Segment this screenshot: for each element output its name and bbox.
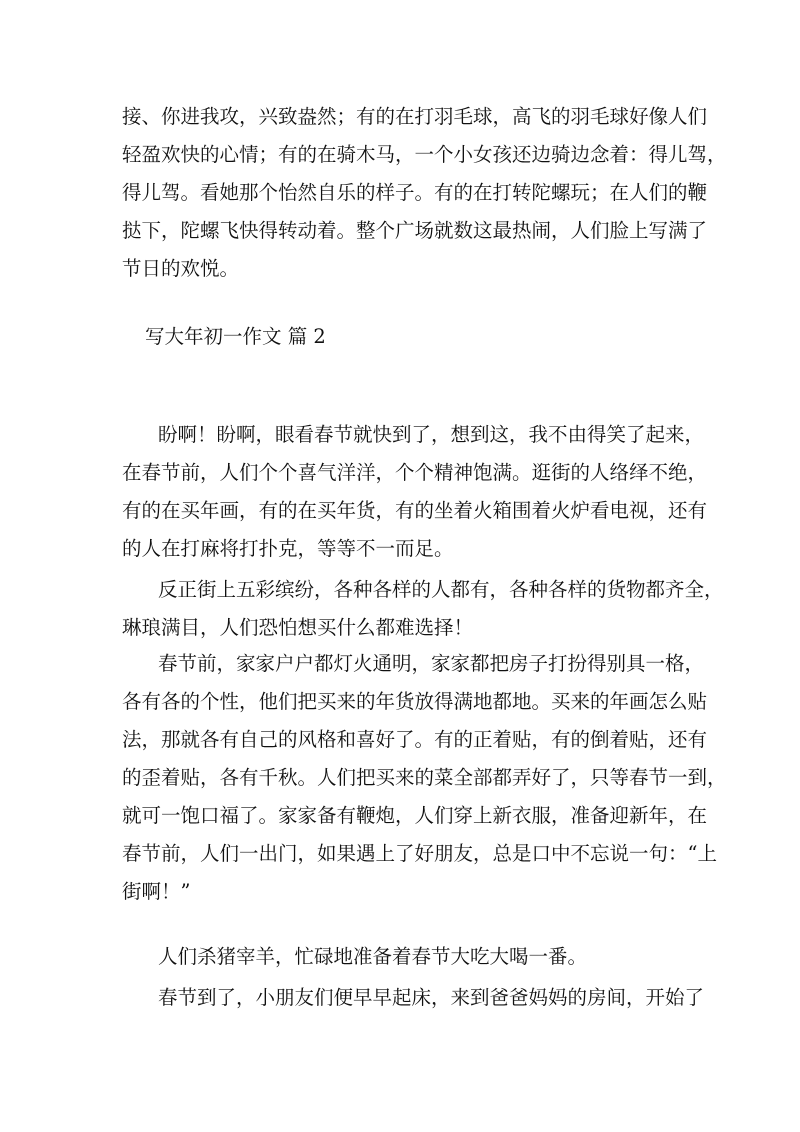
paragraph-2	[122, 571, 724, 647]
text-line: 反正街上五彩缤纷，各种各样的人都有，各种各样的货物都齐全，	[158, 578, 724, 601]
text-line: 就可一饱口福了。家家备有鞭炮，人们穿上新衣服，准备迎新年，在	[122, 804, 708, 827]
text-line: 轻盈欢快的心情；有的在骑木马，一个小女孩还边骑边念着：得儿驾，	[122, 143, 727, 166]
paragraph-3	[122, 645, 727, 911]
text-line: 的歪着贴，各有千秋。人们把买来的菜全部都弄好了，只等春节一到，	[122, 766, 727, 789]
text-line: 琳琅满目，人们恐怕想买什么都难选择！	[122, 616, 474, 639]
section-heading-text: 写大年初一作文 篇 2	[145, 325, 326, 348]
text-line: 接、你进我攻，兴致盎然；有的在打羽毛球，高飞的羽毛球好像人们	[122, 105, 708, 128]
text-line: 春节到了，小朋友们便早早起床，来到爸爸妈妈的房间，开始了	[158, 986, 705, 1009]
text-line: 人们杀猪宰羊，忙碌地准备着春节大吃大喝一番。	[158, 945, 588, 968]
paragraph-4	[122, 938, 688, 976]
section-heading	[145, 318, 711, 356]
text-line: 春节前，人们一出门，如果遇上了好朋友，总是口中不忘说一句：“上	[122, 842, 717, 865]
paragraph-1	[122, 416, 708, 568]
text-line: 得儿驾。看她那个怡然自乐的样子。有的在打转陀螺玩；在人们的鞭	[122, 181, 708, 204]
text-line: 街啊！”	[122, 880, 191, 903]
text-line: 各有各的个性，他们把买来的年货放得满地都地。买来的年画怎么贴	[122, 690, 708, 713]
text-line: 节日的欢悦。	[122, 257, 240, 280]
text-line: 春节前，家家户户都灯火通明，家家都把房子打扮得别具一格，	[158, 652, 705, 675]
text-line: 法，那就各有自己的风格和喜好了。有的正着贴，有的倒着贴，还有	[122, 728, 708, 751]
text-line: 在春节前，人们个个喜气洋洋，个个精神饱满。逛街的人络绎不绝，	[122, 461, 708, 484]
text-line: 的人在打麻将打扑克，等等不一而足。	[122, 537, 454, 560]
text-line: 挞下，陀螺飞快得转动着。整个广场就数这最热闹，人们脸上写满了	[122, 219, 708, 242]
paragraph-intro	[122, 98, 727, 288]
text-line: 盼啊！盼啊，眼看春节就快到了，想到这，我不由得笑了起来，	[158, 423, 705, 446]
text-line: 有的在买年画，有的在买年货，有的坐着火箱围着火炉看电视，还有	[122, 499, 708, 522]
paragraph-5	[122, 979, 705, 1017]
